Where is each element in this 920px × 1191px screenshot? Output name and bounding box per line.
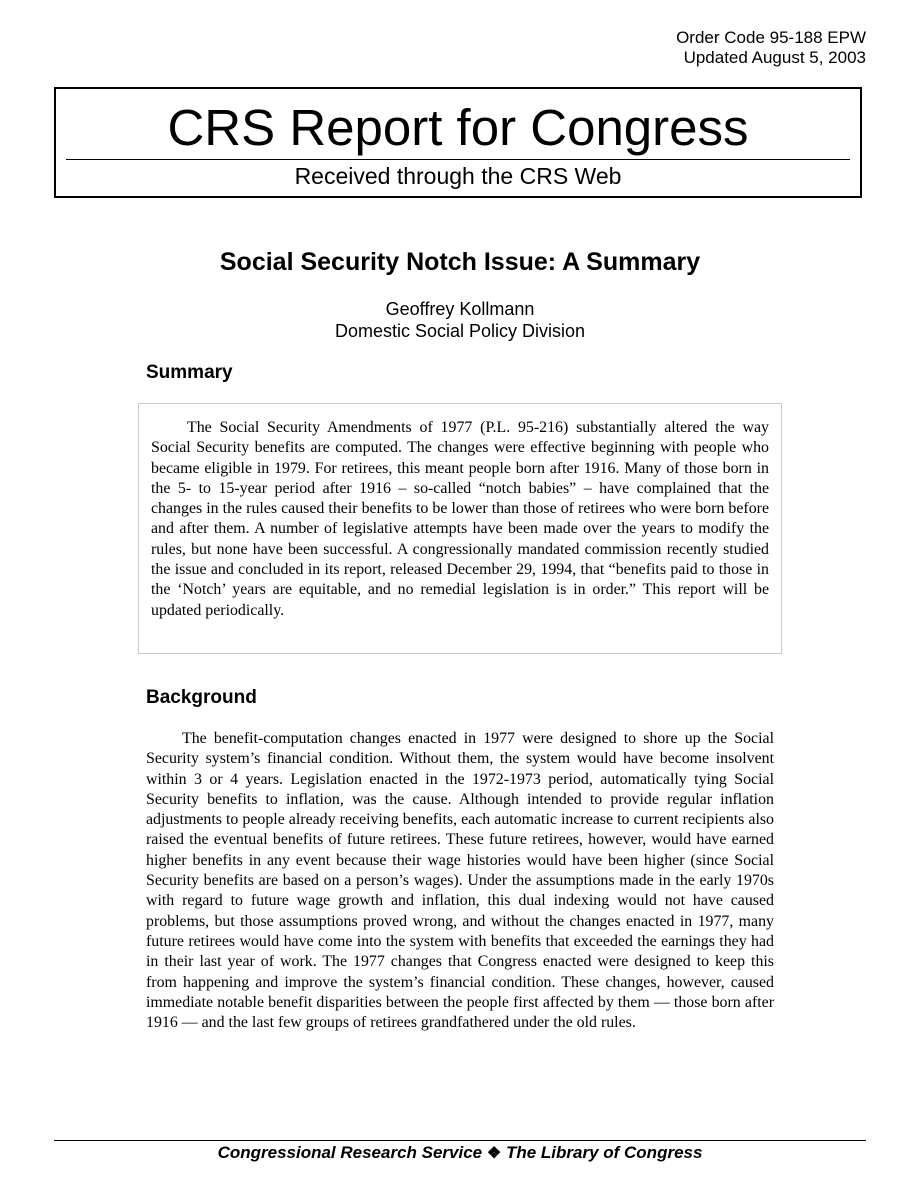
background-text: The benefit-computation changes enacted in 1977 were designed to shore up the Social Security system’s financial condition. Without them, the system would have become insolvent within 3 or 4 years. Legislation enacted in the 1972-1973 period, automatically tying Social Security benefits to inflation, was the cause. Although intended to provide regular inflation adjustments to people already receiving benefits, each automatic increase to current recipients also raised the eventual benefits of future retirees. These future retirees, however, would have earned higher benefits in any event because their wage histories would have been higher (since Social Security benefits are based on a person’s wages). Under the assumptions made in the early 1970s with regard to future wage growth and inflation, this dual indexing would not have caused problems, but those assumptions proved wrong, and without the changes enacted in 1977, many future retirees would have come into the system with benefits that exceeded the earnings they had in their last year of work. The 1977 changes that Congress enacted were designed to keep this from happening and improve the system’s financial condition. These changes, however, caused immediate notable benefit disparities between the people first affected by them — those born after 1916 — and the last few groups of retirees grandfathered under the old rules.	[146, 730, 774, 1032]
footer	[0, 1142, 920, 1165]
summary-heading: Summary	[146, 362, 233, 383]
banner-divider	[66, 159, 850, 160]
order-code: Order Code 95-188 EPW	[676, 28, 866, 47]
author-division: Domestic Social Policy Division	[334, 321, 586, 341]
updated-date: Updated August 5, 2003	[683, 48, 866, 67]
order-code-block	[676, 28, 866, 68]
document-title: Social Security Notch Issue: A Summary	[219, 248, 701, 276]
author-name: Geoffrey Kollmann	[385, 299, 535, 319]
footer-divider	[54, 1140, 866, 1141]
footer-crs: Congressional Research Service	[217, 1143, 483, 1162]
summary-text: The Social Security Amendments of 1977 (P.L. 95-216) substantially altered the way Social Security benefits are computed. The changes were effective beginning with people who became eligible in 1979. For retirees, this meant people born after 1916. Many of those born in the 5- to 15-year period after 1916 – so-called “notch babies” – have complained that the changes in the rules caused their benefits to be lower than those of retirees who were born before and after them. A number of legislative attempts have been made over the years to modify the rules, but none have been successful. A congressionally mandated commission recently studied the issue and concluded in its report, released December 29, 1994, that “benefits paid to those in the ‘Notch’ years are equitable, and no remedial legislation is in order.” This report will be updated periodically.	[151, 419, 769, 619]
banner-subtitle: Received through the CRS Web	[294, 163, 622, 189]
report-banner	[54, 87, 862, 198]
author-block	[0, 298, 920, 342]
banner-title: CRS Report for Congress	[167, 99, 749, 156]
diamond-icon: ❖	[486, 1145, 502, 1162]
footer-loc: The Library of Congress	[505, 1143, 703, 1162]
background-heading: Background	[146, 687, 257, 708]
summary-box	[138, 403, 782, 654]
